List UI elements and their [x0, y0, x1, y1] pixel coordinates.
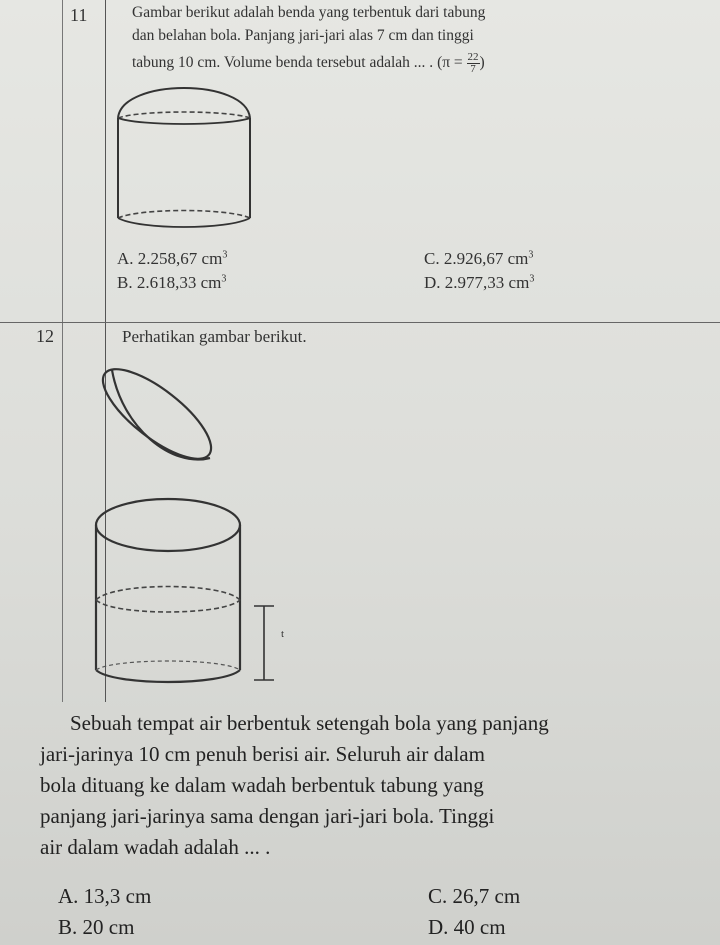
question-12-intro: Perhatikan gambar berikut.: [122, 327, 307, 346]
option-value: 40 cm: [453, 915, 506, 939]
option-exponent: 3: [529, 273, 535, 285]
question-12-line-5: air dalam wadah adalah ... .: [40, 835, 271, 859]
option-exponent: 3: [221, 273, 227, 285]
option-value: 2.926,67 cm: [443, 249, 529, 268]
question-12-number: 12: [36, 326, 54, 346]
question-11-line-3-text: tabung 10 cm. Volume benda tersebut adalah ... .: [132, 54, 434, 72]
option-label: B.: [117, 273, 133, 292]
cylinder-hemisphere-figure: [110, 80, 260, 250]
pi-fraction: [467, 52, 480, 75]
pi-note: [437, 51, 485, 75]
option-label: C.: [424, 249, 440, 268]
option-exponent: 3: [222, 249, 228, 261]
question-12-option-b[interactable]: [58, 915, 134, 940]
option-value: 2.618,33 cm: [136, 273, 222, 292]
row-divider: [0, 322, 720, 323]
option-label: D.: [424, 273, 441, 292]
option-value: 2.977,33 cm: [444, 273, 530, 292]
pi-close: ): [479, 54, 485, 72]
question-12-line-4: panjang jari-jarinya sama dengan jari-jari bola. Tinggi: [40, 804, 495, 828]
option-label: A.: [117, 249, 134, 268]
question-12-line-1: Sebuah tempat air berbentuk setengah bola yang panjang: [70, 711, 549, 735]
option-value: 20 cm: [82, 915, 135, 939]
option-value: 2.258,67 cm: [137, 249, 223, 268]
question-12-line-3: bola dituang ke dalam wadah berbentuk tabung yang: [40, 773, 484, 797]
question-12-line-2: jari-jarinya 10 cm penuh berisi air. Seluruh air dalam: [40, 742, 485, 766]
option-label: D.: [428, 915, 449, 939]
option-label: A.: [58, 884, 79, 908]
question-11-option-c[interactable]: [424, 249, 533, 269]
pi-numerator: 22: [467, 51, 479, 63]
option-value: 26,7 cm: [452, 884, 521, 908]
option-label: C.: [428, 884, 448, 908]
question-11-number: 11: [70, 5, 88, 25]
cylinder-container-figure: [88, 490, 288, 690]
question-11-option-a[interactable]: [117, 249, 227, 269]
option-exponent: 3: [528, 249, 534, 261]
question-11-option-d[interactable]: [424, 273, 534, 293]
question-12-option-a[interactable]: [58, 884, 151, 909]
question-12-option-c[interactable]: [428, 884, 520, 909]
question-12-option-d[interactable]: [428, 915, 506, 940]
question-11-line-1: Gambar berikut adalah benda yang terbentuk dari tabung: [132, 4, 486, 21]
option-label: B.: [58, 915, 78, 939]
height-marker-label: t: [281, 628, 285, 640]
margin-line: [62, 0, 63, 702]
question-11-line-3: [132, 52, 485, 75]
question-11-line-2: dan belahan bola. Panjang jari-jari alas 7 cm dan tinggi: [132, 27, 474, 44]
pi-denominator: 7: [470, 63, 476, 75]
pi-label: (π =: [437, 54, 467, 72]
question-11-option-b[interactable]: [117, 273, 226, 293]
hemisphere-bowl-figure: [92, 358, 222, 470]
option-value: 13,3 cm: [83, 884, 152, 908]
